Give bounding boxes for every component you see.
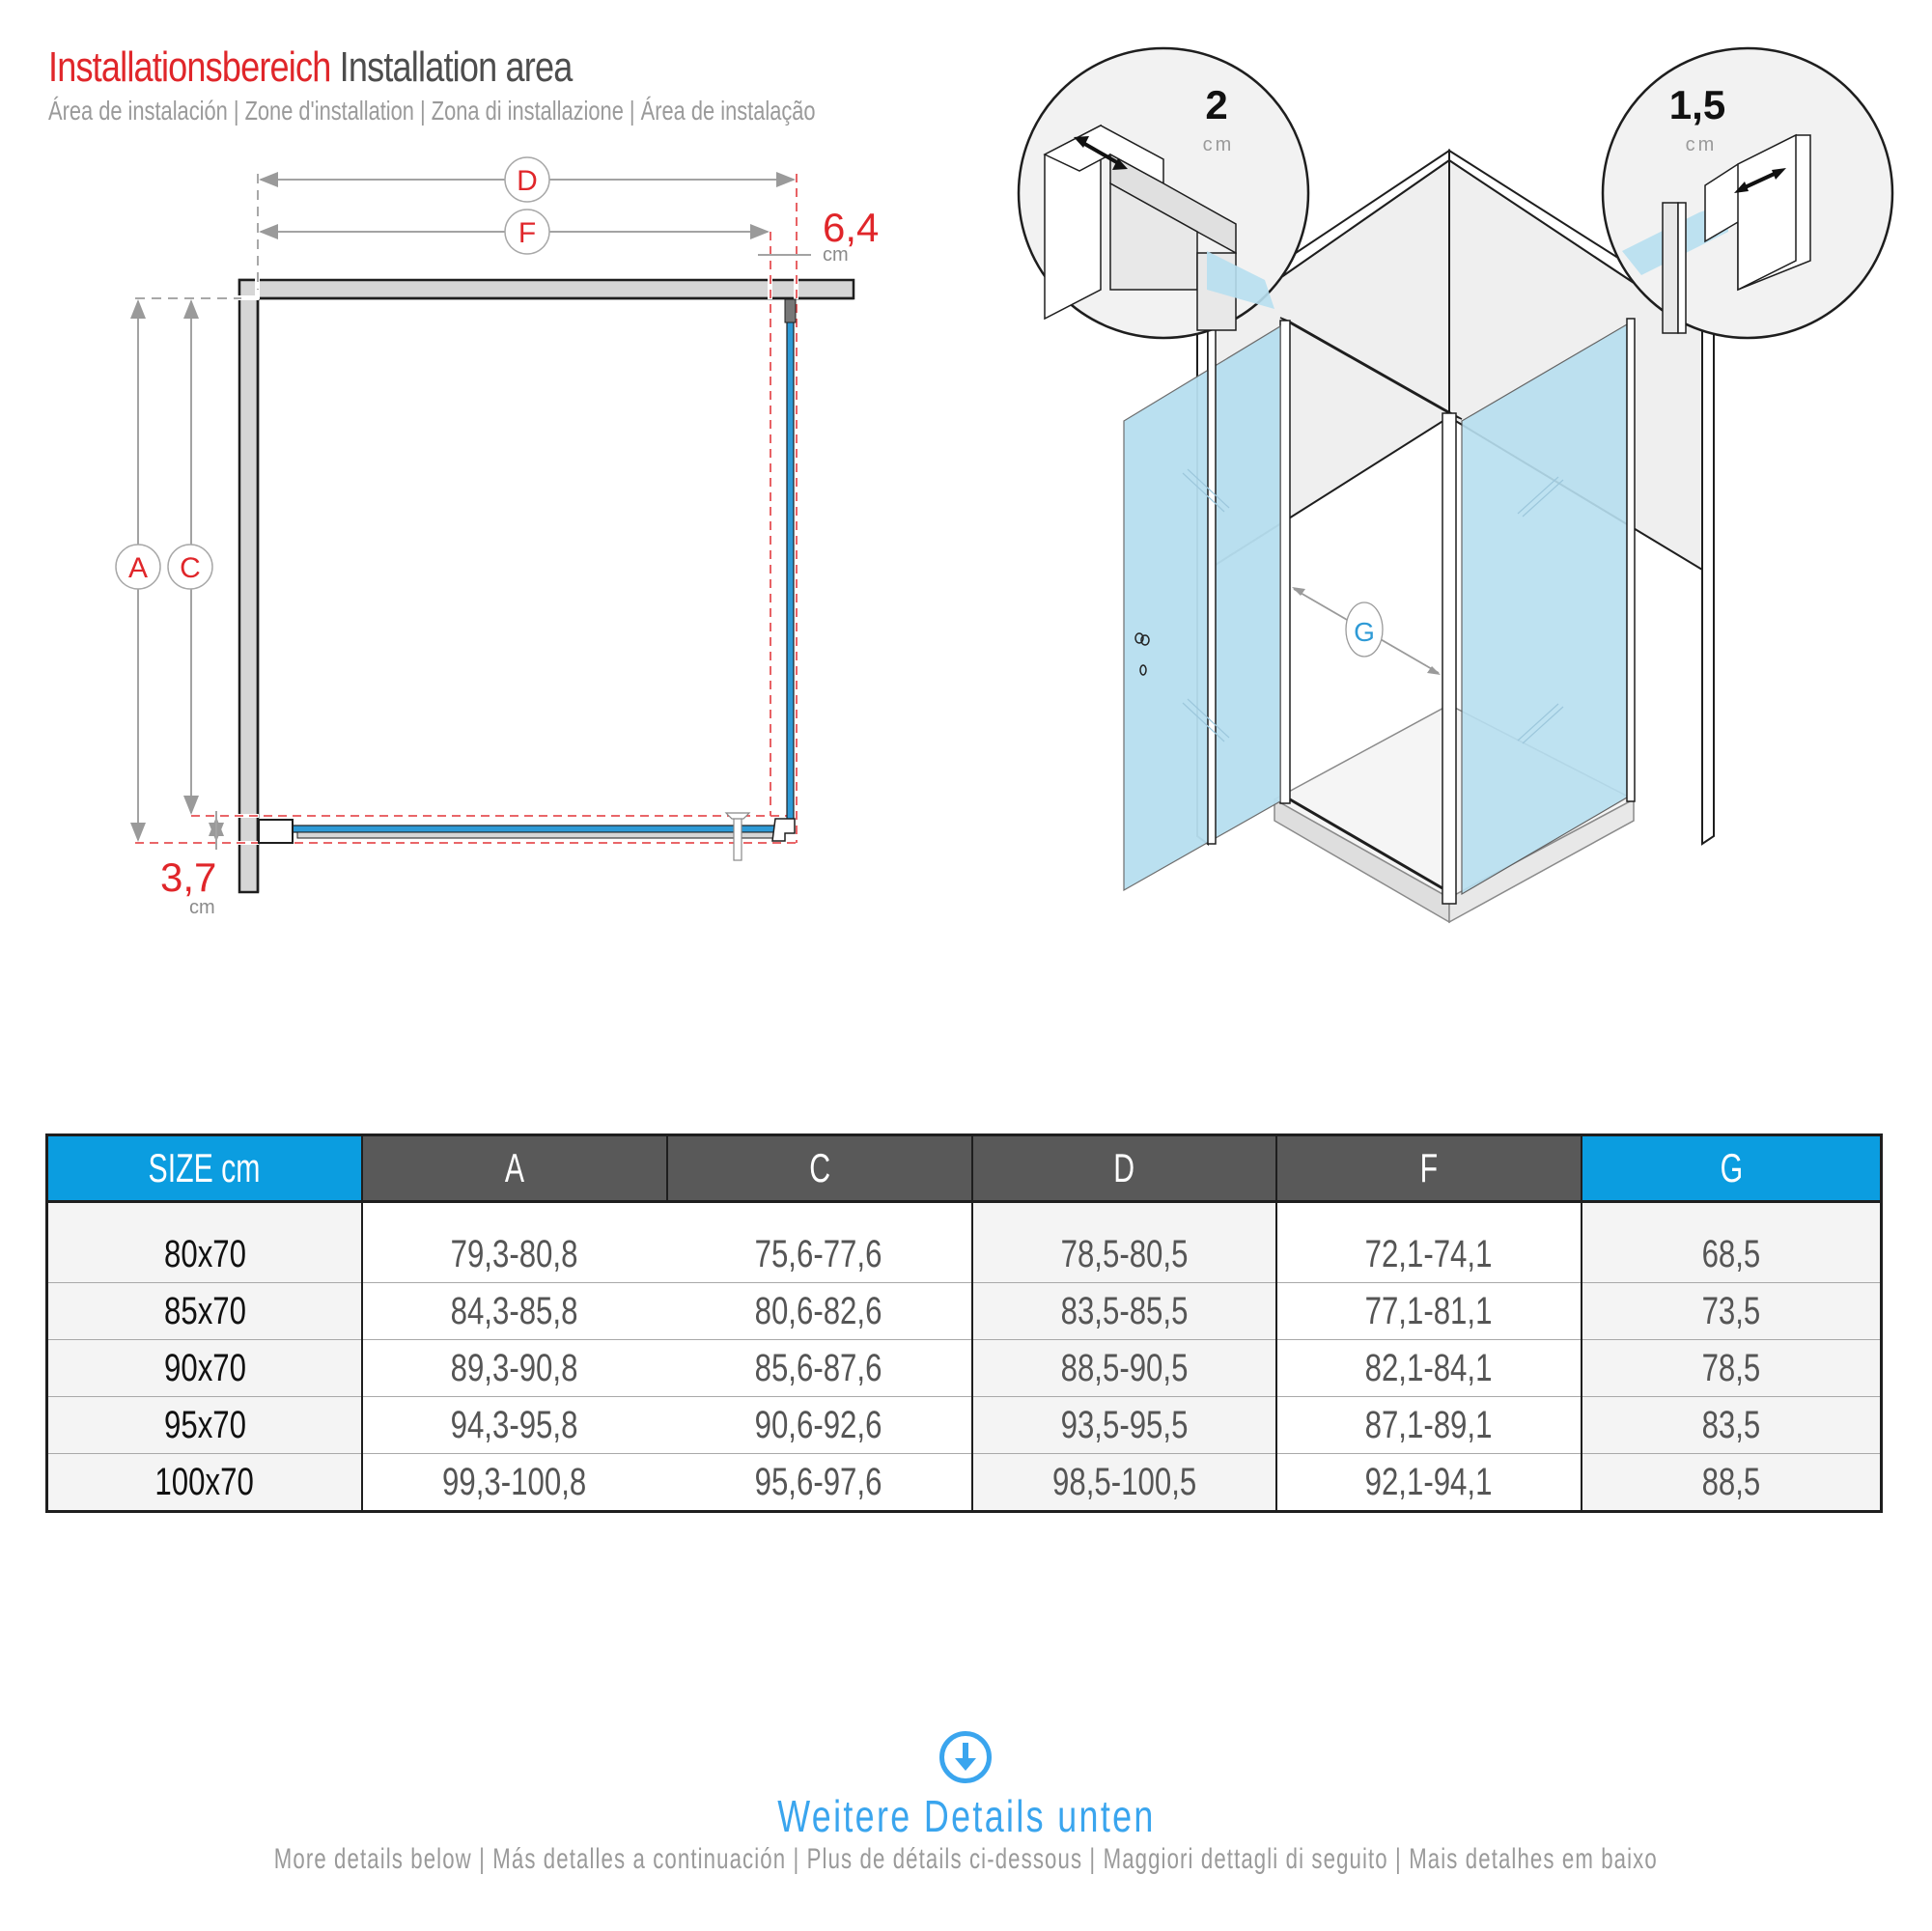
label-A xyxy=(116,545,160,589)
table-cell: 94,3-95,8 xyxy=(363,1396,666,1453)
header-G: G xyxy=(1581,1136,1880,1200)
svg-text:D: D xyxy=(517,165,538,197)
table-cell: 72,1-74,1 xyxy=(1365,1233,1493,1276)
svg-text:cm: cm xyxy=(1202,134,1235,155)
header-size: SIZE cm xyxy=(48,1136,361,1200)
table-cell: 98,5-100,5 xyxy=(973,1453,1275,1510)
table-cell: 83,5-85,5 xyxy=(973,1282,1275,1339)
table-cell: 77,1-81,1 xyxy=(1277,1282,1581,1339)
table-cell: 88,5-90,5 xyxy=(973,1339,1275,1396)
door-glass-panel xyxy=(1124,326,1280,890)
fixed-glass-panel xyxy=(1462,324,1627,894)
wall-outline xyxy=(238,278,854,892)
table-cell: 100x70 xyxy=(48,1453,361,1510)
size-table xyxy=(45,1133,1883,1513)
column-A xyxy=(361,1203,666,1510)
table-cell: 95,6-97,6 xyxy=(666,1453,971,1510)
table-cell: 99,3-100,8 xyxy=(363,1453,666,1510)
shower-3d-render xyxy=(966,0,1932,966)
title-german: Installationsbereich xyxy=(48,43,331,91)
header-C: C xyxy=(666,1136,971,1200)
table-cell: 85x70 xyxy=(48,1282,361,1339)
offset-right-value: 6,4 xyxy=(823,205,880,250)
table-cell: 78,5-80,5 xyxy=(1060,1233,1189,1276)
header-F: F xyxy=(1275,1136,1581,1200)
svg-text:F: F xyxy=(518,217,537,249)
table-cell: 92,1-94,1 xyxy=(1277,1453,1581,1510)
table-cell: 80,6-82,6 xyxy=(666,1282,971,1339)
table-cell: 85,6-87,6 xyxy=(666,1339,971,1396)
table-header-row xyxy=(48,1136,1880,1203)
floor-plan-diagram xyxy=(0,0,966,966)
wall-profile-right xyxy=(1627,319,1635,801)
detail-callout-left xyxy=(1019,48,1308,338)
table-cell: 93,5-95,5 xyxy=(973,1396,1275,1453)
svg-text:A: A xyxy=(127,552,149,584)
column-size xyxy=(48,1203,361,1510)
table-cell: 89,3-90,8 xyxy=(363,1339,666,1396)
glass-panels xyxy=(259,299,796,860)
table-cell: 73,5 xyxy=(1582,1282,1880,1339)
wall-profile-left xyxy=(1208,328,1216,844)
table-cell: 75,6-77,6 xyxy=(755,1233,882,1276)
label-F xyxy=(505,210,549,254)
label-C xyxy=(168,545,212,589)
title-english: Installation area xyxy=(339,43,573,91)
table-cell: 83,5 xyxy=(1582,1396,1880,1453)
svg-text:C: C xyxy=(180,552,201,584)
table-cell: 88,5 xyxy=(1582,1453,1880,1510)
column-D xyxy=(971,1203,1275,1510)
table-cell: 68,5 xyxy=(1701,1233,1761,1276)
table-cell: 90,6-92,6 xyxy=(666,1396,971,1453)
reference-lines xyxy=(135,174,797,843)
offset-bottom-value: 3,7 xyxy=(160,854,217,900)
svg-text:cm: cm xyxy=(1685,134,1718,155)
column-C xyxy=(666,1203,971,1510)
svg-text:G: G xyxy=(1354,617,1375,647)
header-D: D xyxy=(971,1136,1275,1200)
arrow-down-circle-icon[interactable] xyxy=(938,1730,993,1784)
more-details-link[interactable]: Weitere Details unten xyxy=(776,1791,1156,1841)
width-dimension-G xyxy=(1292,587,1441,675)
more-details-translations: More details below | Más detalles a continuación | Plus de détails ci-dessous | Maggiori dettagli di seguito | Mais detalhes em baixo xyxy=(273,1843,1659,1875)
offset-right-unit: cm xyxy=(823,244,849,266)
table-cell: 82,1-84,1 xyxy=(1277,1339,1581,1396)
svg-text:2: 2 xyxy=(1205,82,1228,127)
header-A: A xyxy=(361,1136,666,1200)
page-subtitle: Área de instalación | Zone d'installation | Zona di installazione | Área de instalação xyxy=(48,96,816,126)
table-cell: 78,5 xyxy=(1582,1339,1880,1396)
table-cell: 90x70 xyxy=(48,1339,361,1396)
column-G xyxy=(1581,1203,1880,1510)
table-cell: 84,3-85,8 xyxy=(363,1282,666,1339)
table-cell: 87,1-89,1 xyxy=(1277,1396,1581,1453)
column-F xyxy=(1275,1203,1581,1510)
detail-callout-right xyxy=(1603,48,1892,338)
label-D xyxy=(505,157,549,202)
table-body xyxy=(48,1203,1880,1510)
table-cell: 80x70 xyxy=(163,1233,246,1276)
offset-bottom-unit: cm xyxy=(189,897,215,918)
svg-text:1,5: 1,5 xyxy=(1668,82,1726,127)
table-cell: 79,3-80,8 xyxy=(451,1233,578,1276)
table-cell: 95x70 xyxy=(48,1396,361,1453)
